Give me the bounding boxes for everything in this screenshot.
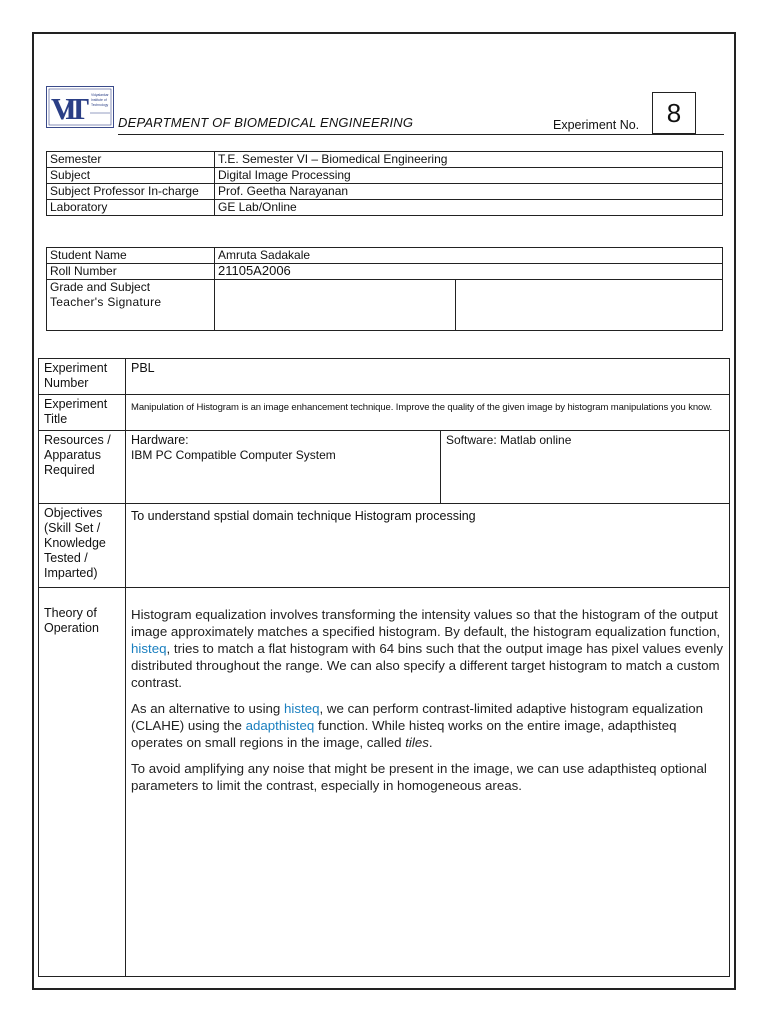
grade-label-line1: Grade and Subject xyxy=(50,280,151,294)
resources-label: Resources / Apparatus Required xyxy=(39,431,126,504)
grade-cell xyxy=(215,280,456,331)
laboratory-label: Laboratory xyxy=(47,200,215,216)
adapthisteq-link[interactable]: adapthisteq xyxy=(245,718,315,733)
student-info-table xyxy=(46,247,723,331)
theory-paragraph-2 xyxy=(131,700,725,751)
signature-cell xyxy=(456,280,723,331)
theory-text: , we can perform contrast-limited adaptive histogram equalization (CLAHE) using the xyxy=(131,701,704,733)
theory-paragraph-3: To avoid amplifying any noise that might be present in the image, we can use adapthisteq optional parameters to limit the contrast, especially in homogeneous areas. xyxy=(131,761,707,793)
table-row xyxy=(39,504,730,588)
subject-label: Subject xyxy=(47,168,215,184)
table-row xyxy=(47,152,723,168)
theory-emphasis: tiles xyxy=(405,735,429,750)
theory-text: . xyxy=(428,735,433,750)
hardware-cell xyxy=(126,431,441,504)
theory-paragraph-1 xyxy=(131,606,725,691)
experiment-table xyxy=(38,358,730,977)
grade-signature-label xyxy=(47,280,215,331)
professor-value: Prof. Geetha Narayanan xyxy=(215,184,723,200)
logo-subtext: Vidyalankar Institute of Technology xyxy=(91,93,109,107)
department-name: DEPARTMENT OF BIOMEDICAL ENGINEERING xyxy=(118,115,414,130)
student-name-label: Student Name xyxy=(47,248,215,264)
experiment-no-box: 8 xyxy=(652,92,696,134)
table-row xyxy=(47,280,723,331)
table-row xyxy=(47,184,723,200)
histeq-link[interactable]: histeq xyxy=(284,701,320,716)
experiment-title-value: Manipulation of Histogram is an image enhancement technique. Improve the quality of the given image by histogram manipulations you know. xyxy=(126,395,730,431)
theory-text: , tries to match a flat histogram with 64 bins such that the output image has pixel values evenly distributed throughout the range. We can also specify a different target histogram to match a custom contrast. xyxy=(131,641,724,690)
experiment-no-label: Experiment No. xyxy=(553,118,640,132)
theory-text: As an alternative to using xyxy=(131,701,285,716)
table-row xyxy=(47,264,723,280)
roll-number-value: 21105A2006 xyxy=(215,264,723,280)
objectives-value: To understand spstial domain technique Histogram processing xyxy=(126,504,730,588)
hardware-label: Hardware: xyxy=(131,433,189,447)
subject-value: Digital Image Processing xyxy=(215,168,723,184)
table-row xyxy=(47,200,723,216)
grade-label-line2: Teacher's Signature xyxy=(50,295,162,309)
theory-text: function. While histeq works on the entire image, adapthisteq operates on small regions in the image, called xyxy=(131,718,677,750)
course-info-table xyxy=(46,151,723,216)
hardware-value: IBM PC Compatible Computer System xyxy=(131,448,336,462)
table-row xyxy=(47,248,723,264)
experiment-number-label: Experiment Number xyxy=(39,359,126,395)
student-name-value: Amruta Sadakale xyxy=(215,248,723,264)
table-row xyxy=(39,588,730,977)
theory-label: Theory of Operation xyxy=(39,588,126,977)
theory-text: Histogram equalization involves transforming the intensity values so that the histogram of the output image approximately matches a specified histogram. By default, the histogram equalization function, xyxy=(131,607,721,639)
experiment-number-value: PBL xyxy=(126,359,730,395)
table-row xyxy=(39,395,730,431)
theory-content xyxy=(126,588,730,977)
professor-label: Subject Professor In-charge xyxy=(47,184,215,200)
experiment-title-label: Experiment Title xyxy=(39,395,126,431)
table-row xyxy=(47,168,723,184)
table-row xyxy=(39,359,730,395)
semester-value: T.E. Semester VI – Biomedical Engineering xyxy=(215,152,723,168)
logo-letters: VIT xyxy=(51,91,89,126)
semester-label: Semester xyxy=(47,152,215,168)
histeq-link[interactable]: histeq xyxy=(131,641,167,656)
vit-logo xyxy=(46,86,114,128)
laboratory-value: GE Lab/Online xyxy=(215,200,723,216)
objectives-label: Objectives (Skill Set / Knowledge Tested / Imparted) xyxy=(39,504,126,588)
header-rule xyxy=(118,134,724,135)
software-cell: Software: Matlab online xyxy=(441,431,730,504)
table-row xyxy=(39,431,730,504)
roll-number-label: Roll Number xyxy=(47,264,215,280)
